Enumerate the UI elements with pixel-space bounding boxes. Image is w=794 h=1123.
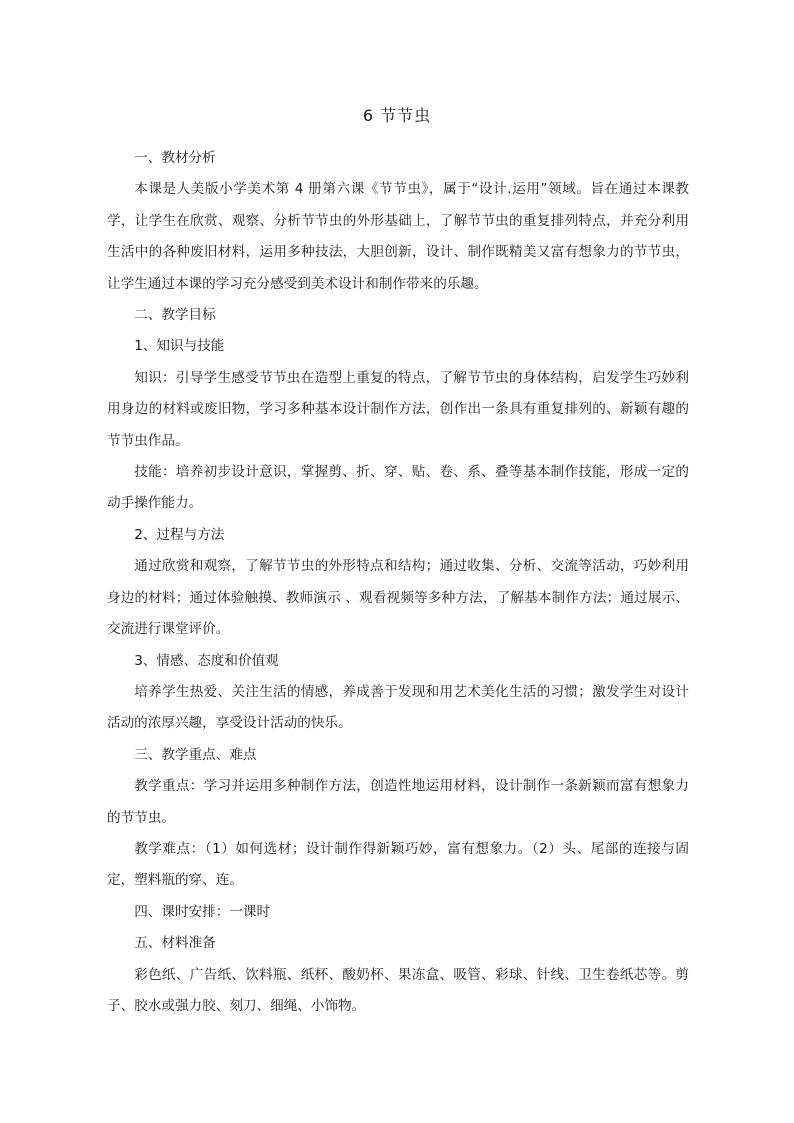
paragraph-process: 通过欣赏和观察，了解节节虫的外形特点和结构；通过收集、分析、交流等活动，巧妙利用身边的材料；通过体验触摸、教师演示 、观看视频等多种方法，了解基本制作方法；通过展示、交流进行课堂评价。 <box>107 558 689 638</box>
section-heading-analysis: 一、教材分析 <box>134 150 216 166</box>
paragraph-analysis: 本课是人美版小学美术第 4 册第六课《节节虫》，属于“设计.运用”领域。旨在通过本课教学，让学生在欣赏、观察、分析节节虫的外形基础上，了解节节虫的重复排列特点，并充分利用生活中的各种废旧材料，运用多种技法，大胆创新，设计、制作既精美又富有想象力的节节虫，让学生通过本课的学习充分感受到美术设计和制作带来的乐趣。 <box>107 181 689 292</box>
section-heading-goals: 二、教学目标 <box>134 307 216 324</box>
paragraph-key-point: 教学重点：学习并运用多种制作方法，创造性地运用材料，设计制作一条新颖而富有想象力的节节虫。 <box>107 778 689 826</box>
paragraph-materials: 彩色纸、广告纸、饮料瓶、纸杯、酸奶杯、果冻盒、吸管、彩球、针线、卫生卷纸芯等。剪子、胶水或强力胶、刻刀、细绳、小饰物。 <box>107 966 689 1014</box>
subheading-knowledge-skills: 1、知识与技能 <box>134 338 225 355</box>
paragraph-knowledge: 知识：引导学生感受节节虫在造型上重复的特点，了解节节虫的身体结构，启发学生巧妙利用身边的材料或废旧物，学习多种基本设计制作方法，创作出一条具有重复排列的、新颖有趣的节节虫作品。 <box>107 369 689 449</box>
section-heading-materials: 五、材料准备 <box>134 935 216 952</box>
paragraph-emotion: 培养学生热爱、关注生活的情感，养成善于发现和用艺术美化生活的习惯；激发学生对设计活动的浓厚兴趣，享受设计活动的快乐。 <box>107 683 689 732</box>
document-title: 6 节节虫 <box>362 106 432 125</box>
section-heading-key-points: 三、教学重点、难点 <box>134 746 257 763</box>
subheading-process-methods: 2、过程与方法 <box>134 526 225 543</box>
paragraph-difficulty: 教学难点：（1）如何选材；设计制作得新颖巧妙，富有想象力。（2）头、尾部的连接与固定，塑料瓶的穿、连。 <box>107 840 689 889</box>
section-heading-schedule: 四、课时安排：一课时 <box>134 903 271 920</box>
paragraph-skills: 技能：培养初步设计意识，掌握剪、折、穿、贴、卷、系、叠等基本制作技能，形成一定的动手操作能力。 <box>107 464 689 512</box>
document-body <box>107 143 689 1022</box>
subheading-emotion-values: 3、情感、态度和价值观 <box>134 652 279 669</box>
